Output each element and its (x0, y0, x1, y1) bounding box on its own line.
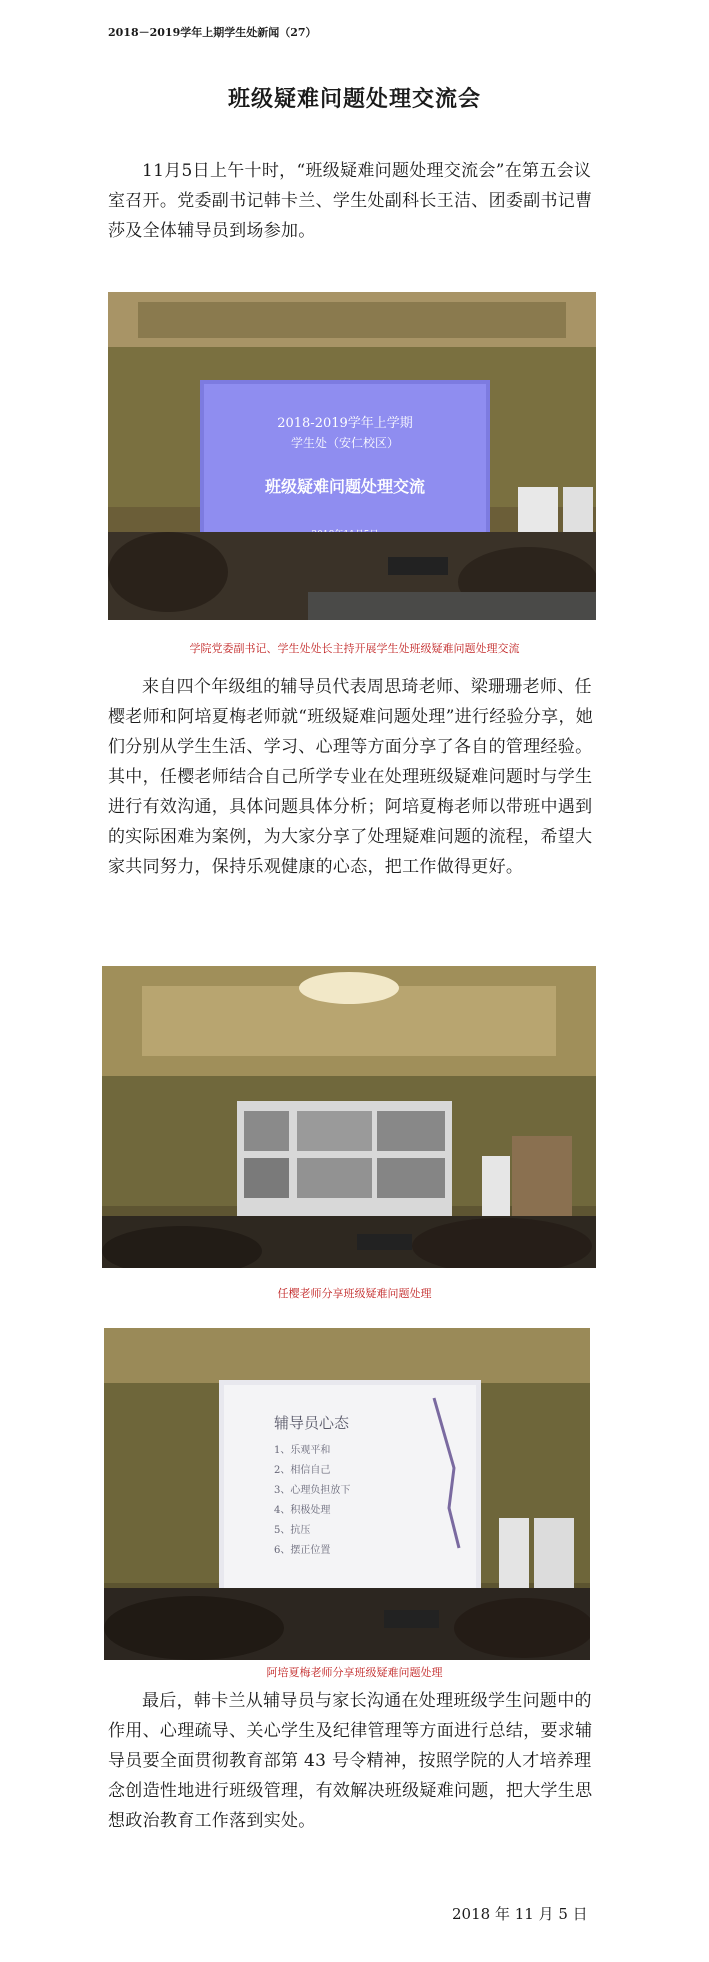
slide1-line2: 学生处（安仁校区） (290, 436, 400, 450)
slide1-line1: 2018-2019学年上学期 (277, 416, 413, 431)
photo-teacher-ren-sharing (102, 966, 596, 1268)
photo1-caption: 学院党委副书记、学生处处长主持开展学生处班级疑难问题处理交流 (189, 642, 520, 655)
article-date: 2018 年 11 月 5 日 (452, 1905, 588, 1923)
slide1-title: 班级疑难问题处理交流 (264, 477, 426, 496)
slide3-item: 4、积极处理 (274, 1505, 331, 1516)
slide3-title: 辅导员心态 (274, 1414, 350, 1432)
paragraph-sharing: 来自四个年级组的辅导员代表周思琦老师、梁珊珊老师、任樱老师和阿培夏梅老师就“班级疑难问题处理”进行经验分享，她们分别从学生生活、学习、心理等方面分享了各自的管理经验。其中，任樱老师结合自己所学专业在处理班级疑难问题时与学生进行有效沟通，具体问题具体分析；阿培夏梅老师以带班中遇到的实际困难为案例，为大家分享了处理疑难问题的流程，希望大家共同努力，保持乐观健康的心态，把工作做得更好。 (108, 677, 594, 877)
slide3-item: 6、摆正位置 (274, 1545, 331, 1556)
photo3-caption: 阿培夏梅老师分享班级疑难问题处理 (266, 1666, 443, 1679)
photo-meeting-opening (108, 292, 596, 620)
photo-teacher-apei-sharing (104, 1328, 590, 1660)
slide3-item: 5、抗压 (274, 1525, 311, 1536)
newsletter-header: 2018－2019学年上期学生处新闻（27） (108, 26, 317, 39)
slide3-item: 1、乐观平和 (274, 1445, 331, 1456)
slide3-item: 3、心理负担放下 (274, 1485, 351, 1496)
paragraph-intro: 11月5日上午十时，“班级疑难问题处理交流会”在第五会议室召开。党委副书记韩卡兰、学生处副科长王洁、团委副书记曹莎及全体辅导员到场参加。 (108, 161, 593, 241)
article-title: 班级疑难问题处理交流会 (227, 86, 481, 112)
photo2-caption: 任樱老师分享班级疑难问题处理 (277, 1287, 432, 1300)
paragraph-summary: 最后，韩卡兰从辅导员与家长沟通在处理班级学生问题中的作用、心理疏导、关心学生及纪律管理等方面进行总结，要求辅导员要全面贯彻教育部第 43 号令精神，按照学院的人才培养理念创造性地进行班级管理，有效解决班级疑难问题，把大学生思想政治教育工作落到实处。 (108, 1691, 593, 1831)
slide3-item: 2、相信自己 (274, 1465, 331, 1476)
